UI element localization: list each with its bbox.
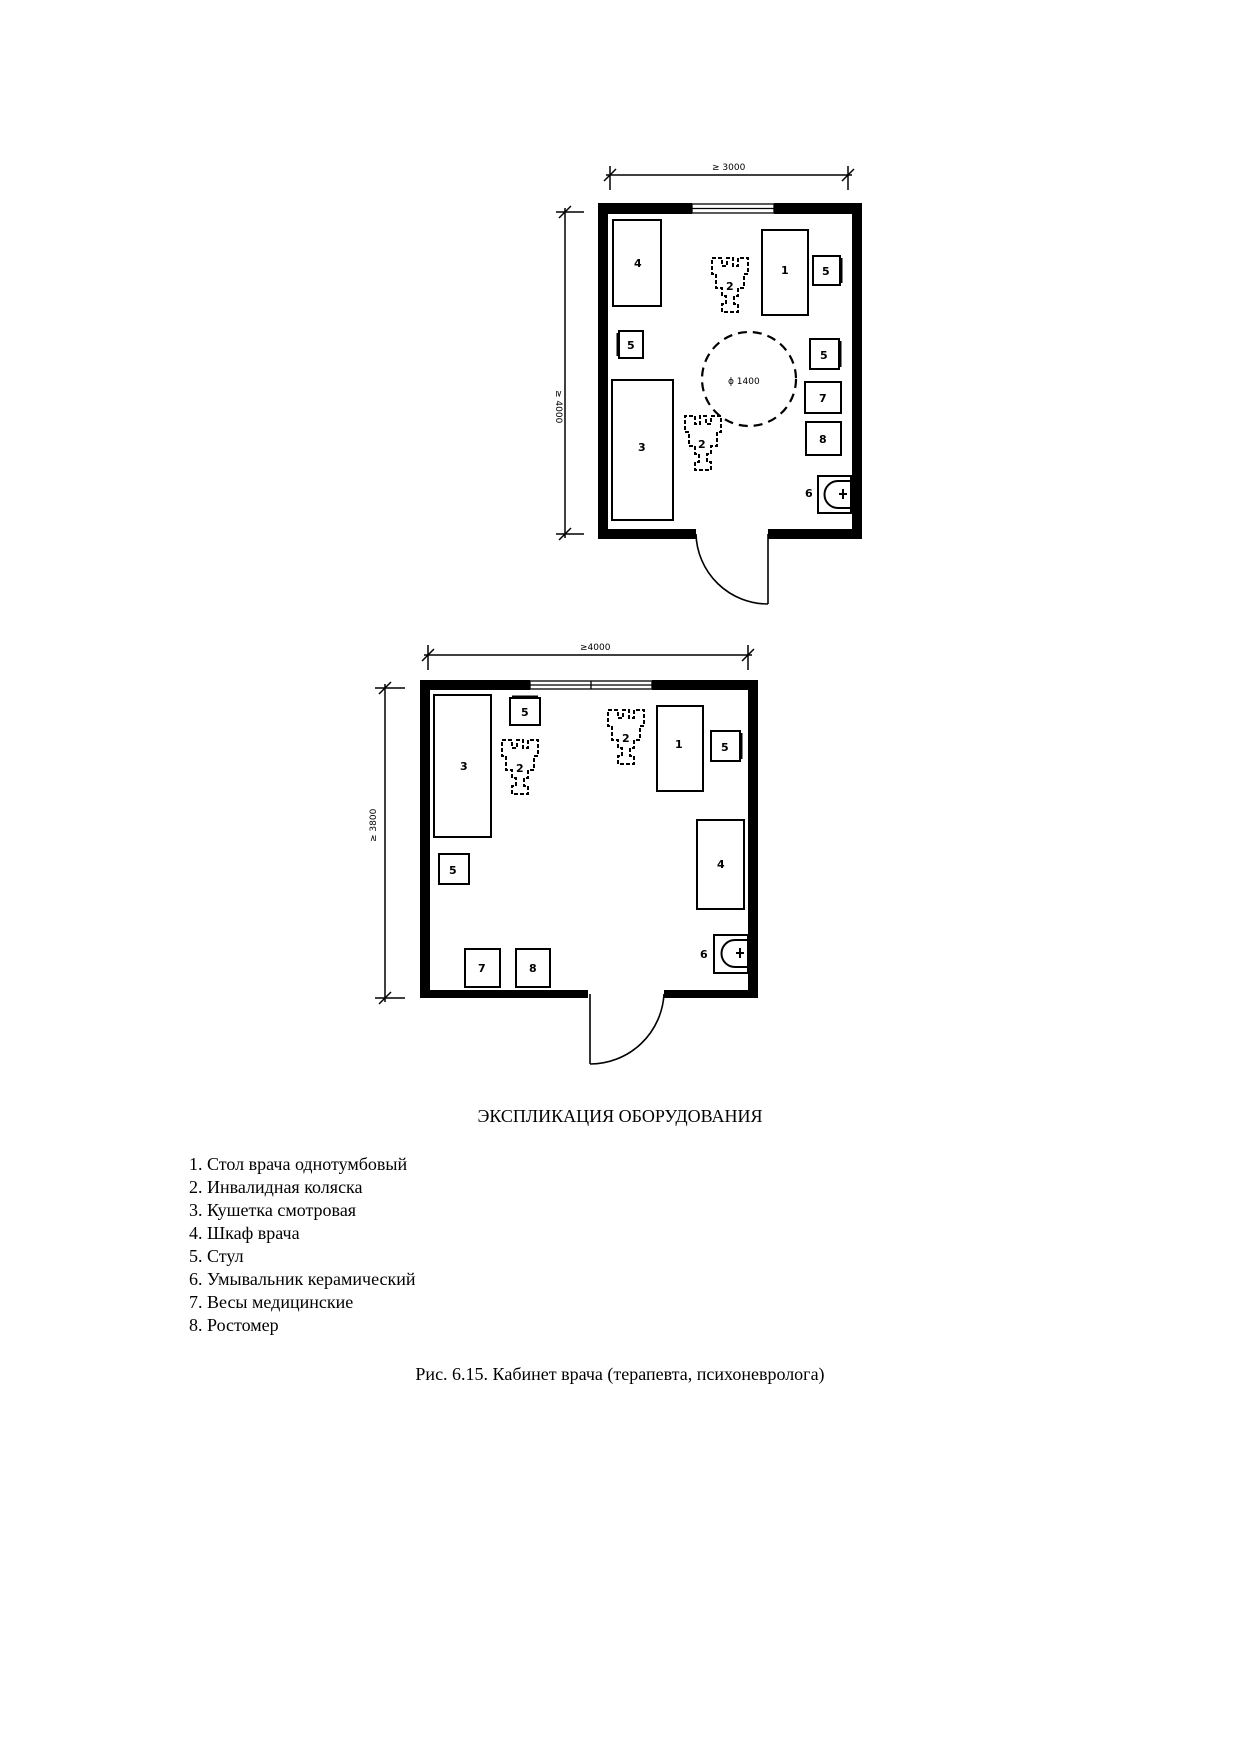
equipment-legend [189,1153,416,1337]
plan1-window [692,204,774,213]
plan1-label-6: 6 [805,487,813,500]
plan1-chair [618,331,643,358]
plan2-washbasin [714,935,748,973]
legend-item: 5. Стул [189,1246,244,1266]
plan1-label-8: 8 [819,433,827,446]
svg-text:2: 2 [726,280,734,293]
plan1-label-2: 2 [698,438,706,451]
plan2-wheelchair [608,710,644,764]
plan1-height-dimension [556,206,584,540]
svg-text:5: 5 [627,339,635,352]
legend-item: 7. Весы медицинские [189,1292,354,1312]
plan2-wheelchair [502,740,538,794]
svg-text:5: 5 [449,864,457,877]
plan2-chair [711,731,741,761]
figure-caption: Рис. 6.15. Кабинет врача (терапевта, психоневролога) [415,1364,825,1384]
legend-item: 4. Шкаф врача [189,1223,300,1243]
plan1-label-1: 1 [781,264,789,277]
plan-2 [369,643,758,1064]
plan2-label-3: 3 [460,760,468,773]
plan2-label-6: 6 [700,948,708,961]
legend-item: 6. Умывальник керамический [189,1269,416,1289]
equipment-heading: ЭКСПЛИКАЦИЯ ОБОРУДОВАНИЯ [477,1106,763,1126]
plan2-chair [439,854,469,884]
plan2-width-label: ≥4000 [580,643,611,653]
svg-text:5: 5 [521,706,529,719]
legend-item: 2. Инвалидная коляска [189,1177,363,1197]
plan1-washbasin [818,476,851,513]
plan-1 [553,163,862,604]
plan1-label-7: 7 [819,392,827,405]
plan2-height-label: ≥ 3800 [369,808,379,842]
legend-item: 3. Кушетка смотровая [189,1200,357,1220]
plan1-label-4: 4 [634,257,642,270]
plan1-height-label: ≥ 4000 [553,390,563,424]
plan2-window [530,681,652,689]
plan2-label-8: 8 [529,962,537,975]
plan1-chair [813,256,841,285]
legend-item: 8. Ростомер [189,1315,279,1335]
plan2-label-1: 1 [675,738,683,751]
svg-text:5: 5 [721,741,729,754]
plan1-wheelchair [712,258,748,312]
legend-item: 1. Стол врача однотумбовый [189,1154,408,1174]
plan1-width-label: ≥ 3000 [712,163,746,173]
plan1-walls [598,203,862,539]
plan1-circle-label: ϕ 1400 [728,377,760,387]
plan1-chair [810,339,840,369]
svg-text:5: 5 [822,265,830,278]
plan2-height-dimension [375,682,405,1004]
plan2-chair [510,697,540,725]
svg-text:5: 5 [820,349,828,362]
svg-text:2: 2 [622,732,630,745]
plan1-door [696,534,768,604]
svg-text:2: 2 [516,762,524,775]
plan2-label-7: 7 [478,962,486,975]
plan1-label-3: 3 [638,441,646,454]
plan2-label-4: 4 [717,858,725,871]
plan2-door [590,994,664,1064]
